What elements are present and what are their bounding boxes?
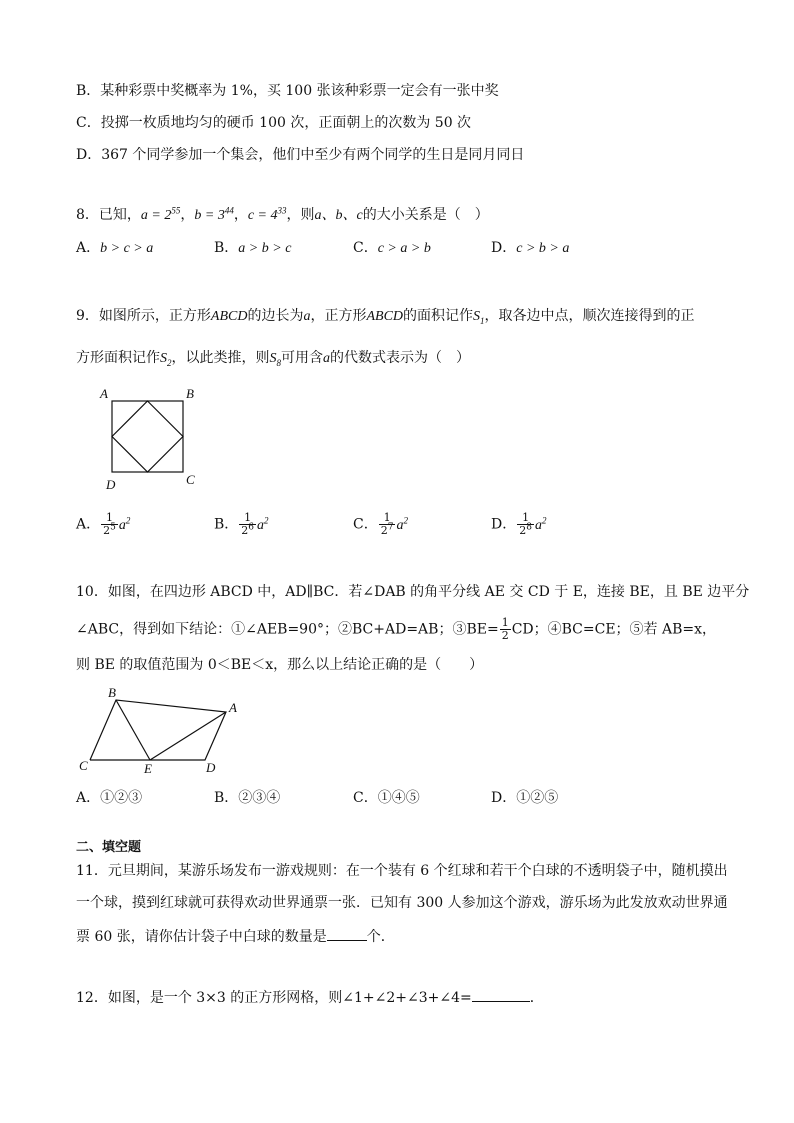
q8-option-c: C．c > a > b xyxy=(353,240,431,256)
q8-prefix: 8．已知， xyxy=(76,207,141,223)
q9-square-figure xyxy=(96,384,206,494)
q8-option-d: D．c > b > a xyxy=(491,240,570,256)
q9-stem-line2: 方形面积记作$S_2$，以此类推，则$S_8$可用含a的代数式表示为（ ） xyxy=(76,350,470,368)
outer-square xyxy=(112,401,183,472)
q10-option-c: C．①④⑤ xyxy=(353,790,420,806)
segment-AE xyxy=(150,712,226,760)
segment-BE xyxy=(116,700,150,760)
q9-option-d: D． $\frac{1}{2^8}$ $a^2$ xyxy=(491,511,547,537)
q10-option-b: B．②③④ xyxy=(214,790,281,806)
q8-option-a: A．b > c > a xyxy=(76,240,154,256)
q8-option-b: B．a > b > c xyxy=(214,240,292,256)
q7-option-b: B．某种彩票中奖概率为 1%，买 100 张该种彩票一定会有一张中奖 xyxy=(76,83,499,99)
label-A: A xyxy=(100,386,108,401)
answer-blank[interactable] xyxy=(327,926,367,941)
q11-stem-line2: 一个球，摸到红球就可获得欢动世界通票一张．已知有 300 人参加这个游戏，游乐场为此发放欢动世界通 xyxy=(76,895,728,911)
q8-a-expr: $a = 2^{55}$ xyxy=(140,205,181,223)
q10-option-a: A．①②③ xyxy=(76,790,143,806)
q12-stem: 12．如图，是一个 3×3 的正方形网格，则∠1+∠2+∠3+∠4= ． xyxy=(76,987,544,1008)
q8-stem: 8．已知，$a = 2^{55}$，$b = 3^{44}$，$c = 4^{33}$，则a、b、c的大小关系是（ ） xyxy=(76,205,489,223)
inner-square xyxy=(112,401,183,472)
label-D: D xyxy=(206,760,216,775)
label-B: B xyxy=(108,685,116,700)
q9-option-a: A． $\frac{1}{2^5}$ $a^2$ xyxy=(76,511,131,537)
q9-stem-line1: 9．如图所示，正方形ABCD的边长为a，正方形ABCD的面积记作$S_1$，取各边中点，顺次连接得到的正 xyxy=(76,308,695,326)
q10-stem-line2: ∠ABC，得到如下结论：①∠AEB=90°；②BC+AD=AB；③BE= $\frac{1}{2}$ CD；④BC=CE；⑤若 AB=x， xyxy=(76,616,717,642)
q8-b-expr: $b = 3^{44}$ xyxy=(194,205,234,223)
q11-stem-line3: 票 60 张，请你估计袋子中白球的数量是 个． xyxy=(76,926,395,947)
label-A: A xyxy=(229,700,237,715)
label-C: C xyxy=(186,472,195,487)
label-B: B xyxy=(186,386,194,401)
label-C: C xyxy=(79,758,88,773)
label-D: D xyxy=(106,477,116,492)
q9-option-b: B． $\frac{1}{2^6}$ $a^2$ xyxy=(214,511,269,537)
q10-quadrilateral-figure xyxy=(76,684,246,776)
answer-blank[interactable] xyxy=(472,987,530,1002)
quad-outline xyxy=(90,700,226,760)
label-E: E xyxy=(144,761,152,776)
q10-stem-line1: 10．如图，在四边形 ABCD 中，AD∥BC．若∠DAB 的角平分线 AE 交 CD 于 E，连接 BE，且 BE 边平分 xyxy=(76,584,750,600)
q9-option-c: C． $\frac{1}{2^7}$ $a^2$ xyxy=(353,511,408,537)
section-title: 二、填空题 xyxy=(76,840,142,855)
q8-vars: a、b、c xyxy=(314,208,363,223)
q7-option-c: C．投掷一枚质地均匀的硬币 100 次，正面朝上的次数为 50 次 xyxy=(76,115,472,131)
q8-c-expr: $c = 4^{33}$ xyxy=(247,205,287,223)
q10-option-d: D．①②⑤ xyxy=(491,790,559,806)
q7-option-d: D．367 个同学参加一个集会，他们中至少有两个同学的生日是同月同日 xyxy=(76,147,525,163)
q11-stem-line1: 11．元旦期间，某游乐场发布一游戏规则：在一个装有 6 个红球和若干个白球的不透明袋子中，随机摸出 xyxy=(76,863,728,879)
q10-stem-line3: 则 BE 的取值范围为 0＜BE＜x，那么以上结论正确的是（ ） xyxy=(76,657,484,673)
